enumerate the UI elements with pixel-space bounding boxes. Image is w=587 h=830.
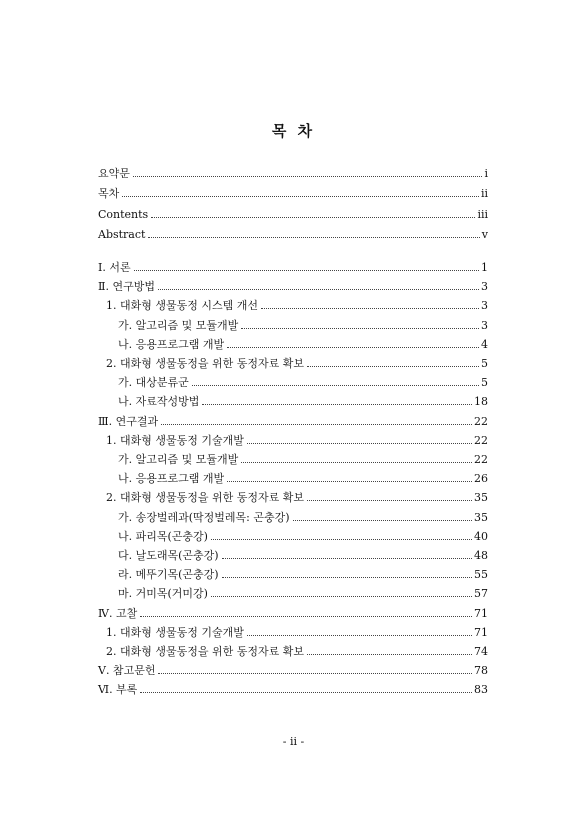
toc-entry-label: Ⅲ. 연구결과: [98, 414, 159, 428]
toc-entry-label: Contents: [98, 207, 149, 221]
toc-row: [98, 225, 488, 241]
dot-leader: [148, 237, 479, 238]
toc-row: [106, 431, 488, 447]
toc-entry-page: iii: [477, 207, 488, 221]
toc-entry-page: 4: [481, 337, 488, 351]
page-number: - ii -: [282, 735, 305, 748]
dot-leader: [202, 404, 472, 405]
dot-leader: [161, 424, 472, 425]
toc-entry-label: 라. 메뚜기목(곤충강): [118, 568, 219, 582]
toc-entry-page: 1: [481, 261, 488, 274]
dot-leader: [122, 196, 479, 197]
toc-row: [106, 296, 488, 312]
toc-entry-page: 71: [474, 606, 488, 620]
toc-row: [118, 450, 488, 466]
toc-entry-label: 나. 응용프로그램 개발: [118, 472, 225, 486]
dot-leader: [140, 692, 472, 693]
dot-leader: [241, 328, 479, 329]
toc-row: [118, 546, 488, 562]
toc-entry-page: 3: [481, 299, 488, 313]
dot-leader: [293, 520, 472, 521]
toc-row: [98, 184, 488, 200]
toc-row: [118, 584, 488, 600]
toc-row: [98, 164, 488, 180]
dot-leader: [134, 270, 479, 271]
dot-leader: [307, 500, 472, 501]
toc-entry-label: Ⅱ. 연구방법: [98, 280, 155, 294]
toc-row: [118, 392, 488, 408]
dot-leader: [222, 558, 472, 559]
toc-entry-label: 가. 알고리즘 및 모듈개발: [118, 453, 239, 466]
toc-entry-page: 40: [474, 529, 488, 543]
toc-entry-page: 83: [474, 683, 488, 697]
toc-entry-label: 마. 거미목(거미강): [118, 587, 208, 601]
toc-entry-page: 57: [474, 587, 488, 601]
toc-entry-label: 2. 대화형 생물동정을 위한 동정자료 확보: [106, 645, 304, 658]
toc-entry-label: 다. 날도래목(곤충강): [118, 549, 219, 562]
toc-row: [118, 527, 488, 543]
dot-leader: [211, 596, 472, 597]
toc-row: [98, 604, 488, 620]
toc-entry-label: 나. 파리목(곤충강): [118, 529, 208, 543]
dot-leader: [133, 176, 483, 177]
toc-entry-page: 35: [474, 491, 488, 505]
toc-entry-label: 1. 대화형 생물동정 기술개발: [106, 433, 244, 447]
toc-entry-label: 2. 대화형 생물동정을 위한 동정자료 확보: [106, 357, 304, 370]
toc-entry-page: 55: [474, 568, 488, 582]
dot-leader: [247, 635, 472, 636]
toc-row: [118, 469, 488, 485]
dot-leader: [227, 347, 479, 348]
dot-leader: [158, 673, 472, 674]
toc-entry-page: 22: [474, 433, 488, 447]
dot-leader: [247, 443, 472, 444]
toc-row: [98, 661, 488, 677]
toc-entry-page: 35: [474, 510, 488, 524]
dot-leader: [211, 539, 472, 540]
toc-entry-label: Ⅵ. 부록: [98, 683, 138, 697]
toc-entry-label: 목차: [98, 187, 120, 201]
toc-entry-label: 가. 알고리즘 및 모듈개발: [118, 318, 239, 332]
toc-entry-page: 22: [474, 414, 488, 428]
toc-row: [118, 508, 488, 524]
toc-row: [106, 623, 488, 639]
toc-entry-page: 78: [474, 664, 488, 678]
toc-entry-label: Ⅴ. 참고문헌: [98, 664, 156, 678]
toc-entry-page: 22: [474, 453, 488, 466]
toc-entry-label: Ⅳ. 고찰: [98, 606, 138, 620]
dot-leader: [222, 577, 472, 578]
toc-row: [106, 642, 488, 658]
toc-entry-page: 5: [481, 376, 488, 390]
toc-row: [106, 488, 488, 504]
toc-row: [98, 277, 488, 293]
toc-row: [118, 565, 488, 581]
toc-entry-label: 2. 대화형 생물동정을 위한 동정자료 확보: [106, 491, 304, 505]
dot-leader: [307, 366, 479, 367]
toc-entry-label: 요약문: [98, 167, 130, 180]
toc-entry-label: 1. 대화형 생물동정 시스템 개선: [106, 299, 258, 313]
dot-leader: [307, 654, 472, 655]
toc-row: [118, 335, 488, 351]
toc-entry-page: i: [484, 167, 488, 180]
toc-row: [98, 412, 488, 428]
toc-entry-label: Abstract: [98, 227, 146, 241]
toc-row: [98, 680, 488, 696]
page-title: 목 차: [271, 122, 316, 140]
toc-entry-page: v: [481, 227, 488, 241]
dot-leader: [140, 616, 472, 617]
dot-leader: [241, 462, 472, 463]
toc-row: [98, 205, 488, 221]
toc-row: [98, 258, 488, 274]
toc-entry-page: 71: [474, 625, 488, 639]
toc-entry-label: 가. 대상분류군: [118, 376, 189, 390]
toc-entry-page: 18: [474, 395, 488, 409]
toc-entry-label: 나. 응용프로그램 개발: [118, 337, 225, 351]
toc-entry-label: Ⅰ. 서론: [98, 261, 131, 274]
dot-leader: [158, 289, 479, 290]
toc-entry-page: 74: [474, 645, 488, 658]
toc-entry-label: 나. 자료작성방법: [118, 395, 200, 409]
toc-entry-page: 26: [474, 472, 488, 486]
toc-row: [118, 316, 488, 332]
toc-row: [106, 354, 488, 370]
toc-row: [118, 373, 488, 389]
dot-leader: [192, 385, 479, 386]
toc-entry-page: ii: [480, 187, 488, 201]
toc-entry-page: 5: [481, 357, 488, 370]
toc-entry-label: 1. 대화형 생물동정 기술개발: [106, 625, 244, 639]
dot-leader: [227, 481, 472, 482]
toc-entry-page: 3: [481, 280, 488, 294]
toc-entry-label: 가. 송장벌레과(딱정벌레목: 곤충강): [118, 510, 290, 524]
toc-entry-page: 48: [474, 549, 488, 562]
toc-entry-page: 3: [481, 318, 488, 332]
dot-leader: [151, 217, 475, 218]
dot-leader: [261, 308, 479, 309]
